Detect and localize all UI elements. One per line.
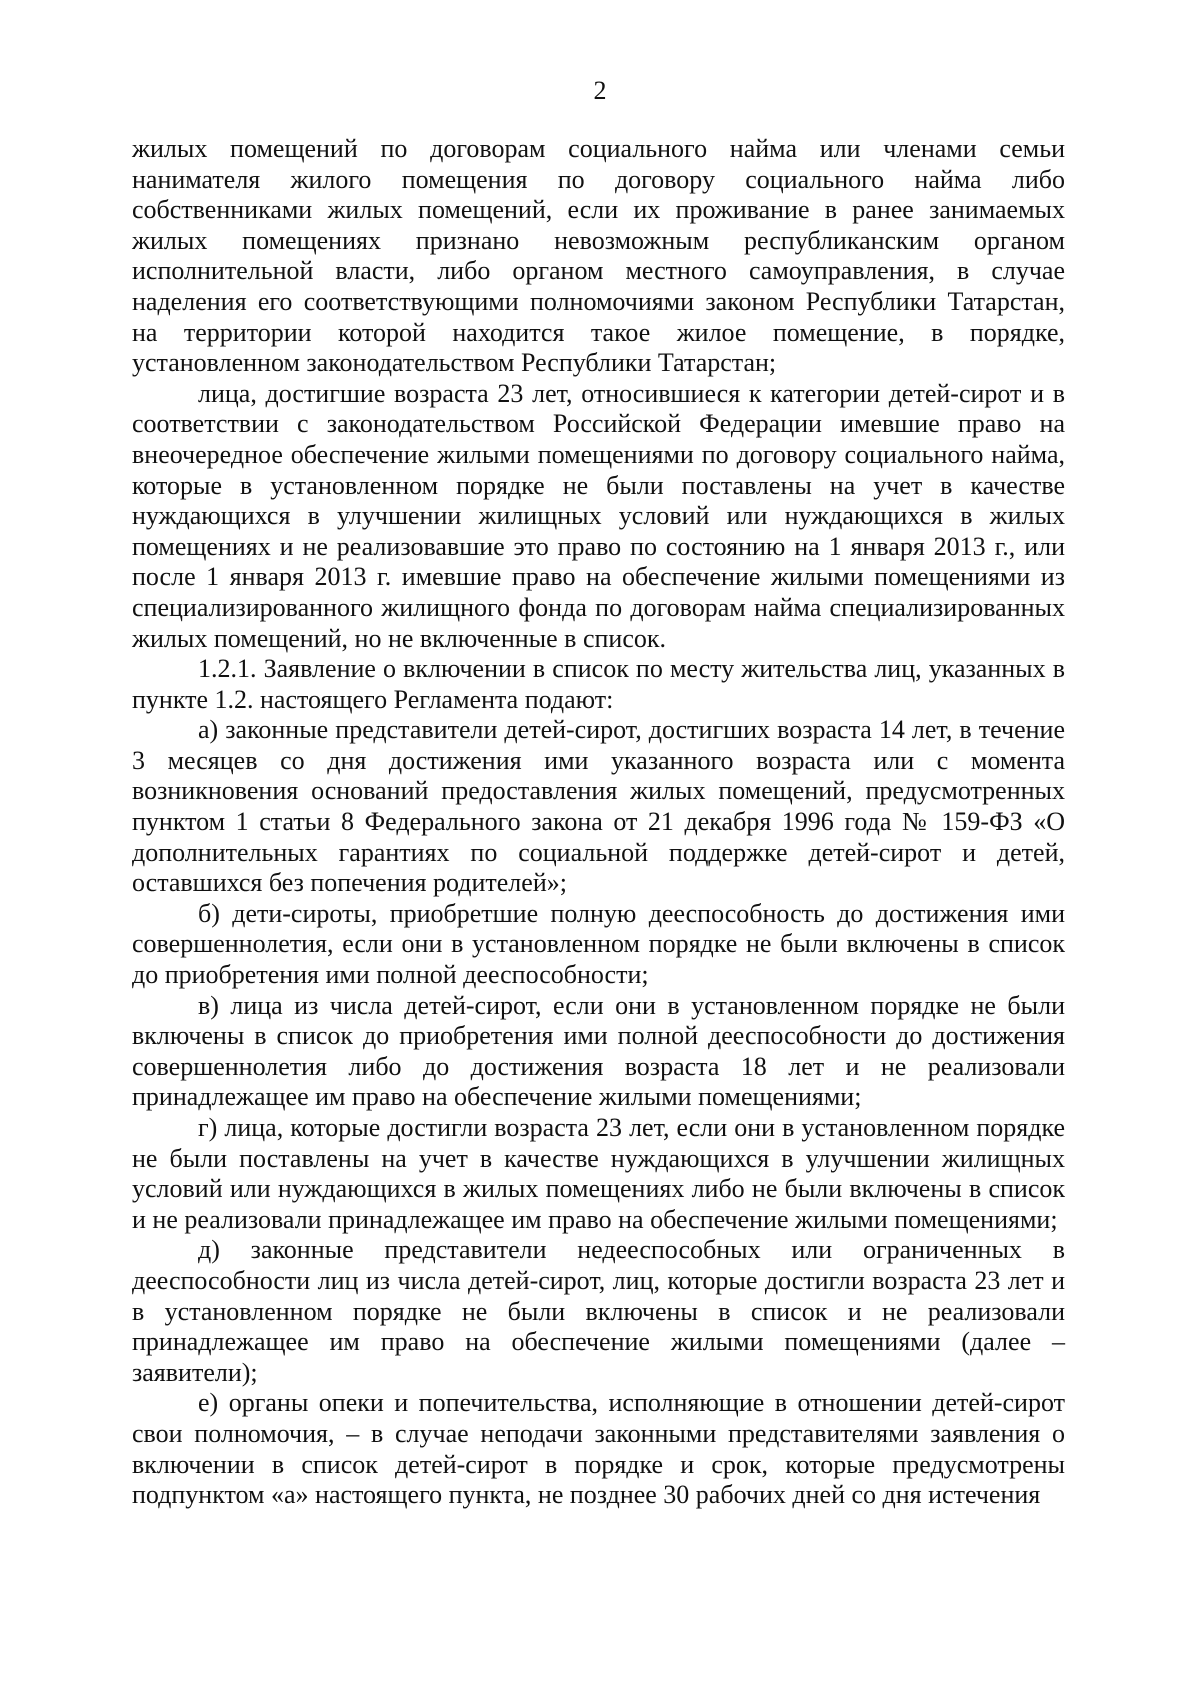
paragraph-clause-1-2-1: 1.2.1. Заявление о включении в список по месту жительства лиц, указанных в пункте 1.2. настоящего Регламента подают: (132, 654, 1065, 714)
paragraph-continuation: жилых помещений по договорам социального найма или членами семьи нанимателя жилого помещения по договору социального найма либо собственниками жилых помещений, если их проживание в ранее занимаемых жилых помещениях признано невозможным республиканским органом исполнительной власти, либо органом местного самоуправления, в случае наделения его соответствующими полномочиями законом Республики Татарстан, на территории которой находится такое жилое помещение, в порядке, установленном законодательством Республики Татарстан; (132, 134, 1065, 378)
paragraph-item-g: г) лица, которые достигли возраста 23 лет, если они в установленном порядке не были поставлены на учет в качестве нуждающихся в улучшении жилищных условий или нуждающихся в жилых помещениях либо не были включены в список и не реализовали принадлежащее им право на обеспечение жилыми помещениями; (132, 1113, 1065, 1234)
paragraph-item-b: б) дети-сироты, приобретшие полную дееспособность до достижения ими совершеннолетия, если они в установленном порядке не были включены в список до приобретения ими полной дееспособности; (132, 898, 1065, 990)
paragraph-item-v: в) лица из числа детей-сирот, если они в установленном порядке не были включены в список до приобретения ими полной дееспособности до достижения совершеннолетия либо до достижения возраста 18 лет и не реализовали принадлежащее им право на обеспечение жилыми помещениями; (132, 990, 1065, 1112)
paragraph-persons-over-23: лица, достигшие возраста 23 лет, относившиеся к категории детей-сирот и в соответствии с законодательством Российской Федерации имевшие право на внеочередное обеспечение жилыми помещениями по договору социального найма, которые в установленном порядке не были поставлены на учет в качестве нуждающихся в улучшении жилищных условий или нуждающихся в жилых помещениях и не реализовавшие это право по состоянию на 1 января 2013 г., или после 1 января 2013 г. имевшие право на обеспечение жилыми помещениями из специализированного жилищного фонда по договорам найма специализированных жилых помещений, но не включенные в список. (132, 378, 1065, 653)
paragraph-item-a: а) законные представители детей-сирот, достигших возраста 14 лет, в течение 3 месяцев со дня достижения ими указанного возраста или с момента возникновения оснований предоставления жилых помещений, предусмотренных пунктом 1 статьи 8 Федерального закона от 21 декабря 1996 года № 159-ФЗ «О дополнительных гарантиях по социальной поддержке детей-сирот и детей, оставшихся без попечения родителей»; (132, 715, 1065, 898)
paragraph-item-e: е) органы опеки и попечительства, исполняющие в отношении детей-сирот свои полномочия, – в случае неподачи законными представителями заявления о включении в список детей-сирот в порядке и срок, которые предусмотрены подпунктом «а» настоящего пункта, не позднее 30 рабочих дней со дня истечения (132, 1388, 1065, 1510)
paragraph-item-d: д) законные представители недееспособных или ограниченных в дееспособности лиц из числа детей-сирот, лиц, которые достигли возраста 23 лет и в установленном порядке не были включены в список и не реализовали принадлежащее им право на обеспечение жилыми помещениями (далее – заявители); (132, 1235, 1065, 1387)
page-number: 2 (593, 76, 607, 105)
document-body (132, 134, 1065, 1511)
